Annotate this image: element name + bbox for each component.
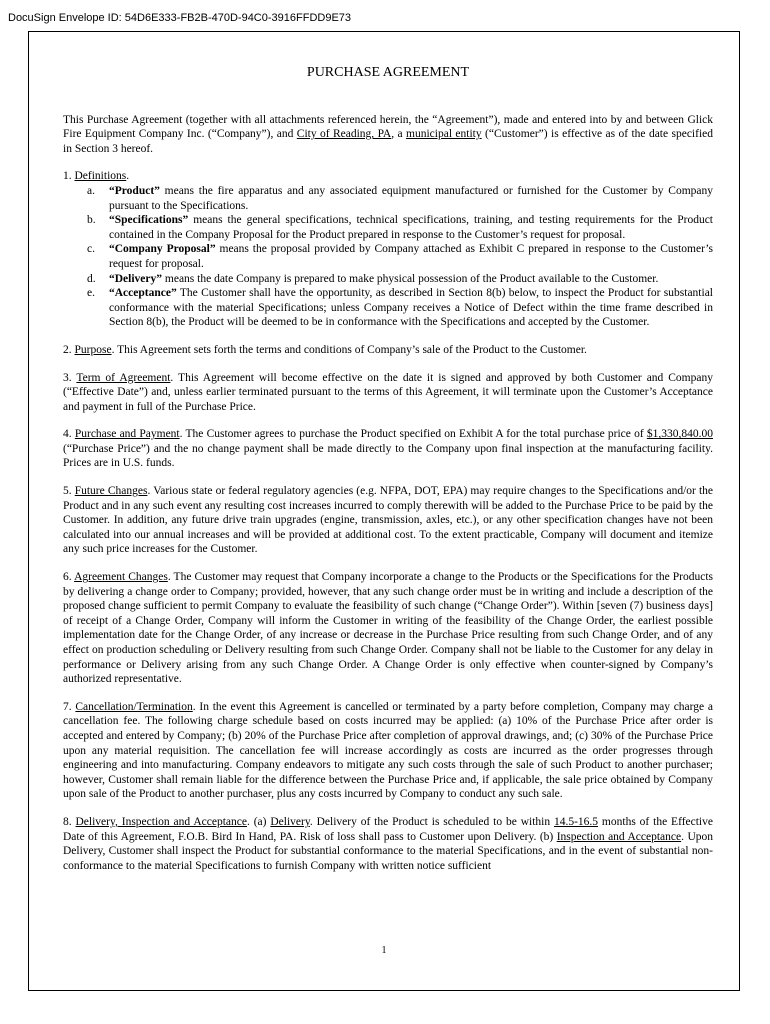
customer-name: City of Reading, PA	[296, 128, 392, 141]
section-number: 8.	[63, 815, 76, 828]
section-number: 3.	[63, 371, 77, 384]
section-text: . Various state or federal regulatory agencies (e.g. NFPA, DOT, EPA) may require changes to the Specifications and/or the Product and in any such event any resulting cost increases incurred to comply therewith will be added to the Purchase Price to be paid by the Customer. In addition, any future drive train upgrades (engine, transmission, axles, etc.), or any other specification changes have not been calculated into our annual increases and will be provided at additional cost. To the extent practicable, Company will document and itemize any such price increases for the Customer.	[63, 485, 713, 556]
definition-text: means the general specifications, technical specifications, training, and testing requirements for the Product contained in the Company Proposal for the Product prepared in response to the Customer’s request for proposal.	[109, 214, 713, 241]
definition-term: “Specifications”	[109, 214, 189, 227]
section-cancellation-termination	[63, 700, 713, 802]
section-purpose	[63, 343, 713, 358]
intro-text: , a	[391, 128, 407, 141]
section-heading: Cancellation/Termination	[75, 700, 193, 713]
document-title: PURCHASE AGREEMENT	[306, 65, 470, 80]
section-heading: Purchase and Payment	[74, 428, 180, 441]
page-number: 1	[381, 945, 387, 956]
section-agreement-changes	[63, 570, 713, 687]
section-heading: Agreement Changes	[74, 571, 168, 584]
section-text: (“Purchase Price”) and the no change payment shall be made directly to the Company upon final inspection at the manufacturing facility. Prices are in U.S. funds.	[63, 442, 713, 470]
intro-text: (“Customer”) is effective as of the date specified in Section 3 hereof.	[63, 128, 714, 155]
section-text: months of the Effective Date of this Agreement, F.O.B. Bird In Hand, PA. Risk of loss shall pass to Customer upon Delivery. (b)	[63, 815, 713, 843]
definition-term: “Company Proposal”	[109, 243, 216, 256]
intro-text: This Purchase Agreement (together with all attachments referenced herein, the “Agreement”), made and entered into by and between Glick Fire Equipment Company Inc. (“Company”), and	[63, 113, 713, 141]
definition-letter: b.	[87, 214, 96, 227]
section-heading: Purpose	[74, 343, 112, 356]
purchase-price: $1,330,840.00	[646, 428, 713, 441]
definition-item	[63, 242, 713, 271]
section-text: . Delivery of the Product is scheduled to be within	[309, 815, 554, 828]
section-number: 7.	[63, 700, 76, 713]
section-heading: Future Changes	[74, 485, 148, 498]
section-number: 1.	[63, 170, 75, 183]
definition-item	[63, 184, 713, 213]
section-number: 4.	[63, 428, 75, 441]
section-definitions-heading	[63, 169, 713, 184]
section-term-of-agreement	[63, 371, 713, 415]
definition-item	[63, 272, 713, 287]
section-text: . Upon Delivery, Customer shall inspect the Product for substantial conformance to the material Specifications, and in the event of substantial non-conformance to the material Specifications to furnish Company with written notice sufficient	[63, 830, 714, 872]
section-number: 5.	[63, 485, 75, 498]
document-page	[28, 31, 740, 991]
subsection-heading: Delivery	[270, 815, 310, 828]
definition-letter: a.	[87, 184, 95, 197]
subsection-heading: Inspection and Acceptance	[556, 830, 682, 843]
section-purchase-and-payment	[63, 427, 713, 471]
definition-item	[63, 286, 713, 330]
definition-text: means the proposal provided by Company attached as Exhibit C prepared in response to the Customer’s request for proposal.	[109, 243, 714, 270]
section-text: . In the event this Agreement is cancelled or terminated by a party before completion, Company may charge a cancellation fee. The following charge schedule based on costs incurred may be applied: (a) 10% of the Purchase Price after order is accepted and entered by Company; (b) 20% of the Purchase Price after completion of approval drawings, and; (c) 30% of the Purchase Price upon any material requisition. The cancellation fee will increase accordingly as costs are incurred as the order progresses through engineering and into manufacturing. Company endeavors to mitigate any such costs through the sale of such Product to another purchaser; however, Customer shall remain liable for the difference between the Purchase Price and, if applicable, the sale price obtained by Company upon sale of the Product to another purchaser, plus any costs incurred by Company to conduct any such sale.	[63, 700, 713, 801]
section-number: 2.	[63, 343, 75, 356]
definition-text: means the date Company is prepared to make physical possession of the Product available to the Customer.	[162, 272, 659, 285]
section-text: . (a)	[246, 815, 271, 828]
docusign-envelope-id: DocuSign Envelope ID: 54D6E333-FB2B-470D-94C0-3916FFDD9E73	[8, 12, 352, 24]
definition-text: means the fire apparatus and any associated equipment manufactured or furnished for the Customer by Company pursuant to the Specifications.	[109, 184, 713, 212]
section-heading: Delivery, Inspection and Acceptance	[75, 815, 247, 828]
intro-paragraph	[63, 113, 713, 157]
definition-term: “Product”	[109, 184, 160, 197]
definition-letter: c.	[87, 243, 95, 256]
section-number: 6.	[63, 571, 75, 584]
section-future-changes	[63, 484, 713, 557]
document-body	[63, 66, 713, 886]
section-text: . The Customer may request that Company incorporate a change to the Products or the Specifications for the Products by delivering a change order to Company; provided, however, that any such change order must be in writing and include a description of the proposed change sufficient to permit Company to evaluate the feasibility of such change (“Change Order”). Within [seven (7) business days] of receipt of a Change Order, Company will inform the Customer in writing of the feasibility of the Change Order, the earliest possible implementation date for the Change Order, of any increase or decrease in the Purchase Price resulting from such Change Order, and of any effect on production scheduling or Delivery resulting from such Change Order. Company shall not be liable to the Customer for any delay in performance or Delivery arising from any such Change Order. A Change Order is only effective when counter-signed by Company’s authorized representative.	[63, 571, 713, 686]
delivery-months: 14.5-16.5	[553, 815, 599, 828]
definition-letter: d.	[87, 272, 96, 285]
section-delivery-inspection-acceptance	[63, 815, 713, 873]
section-heading: Definitions	[74, 170, 127, 183]
definition-item	[63, 213, 713, 242]
definition-text: The Customer shall have the opportunity, as described in Section 8(b) below, to inspect the Product for substantial conformance with the material Specifications; unless Company receives a Notice of Defect within the time frame described in Section 8(b), the Product will be deemed to be in conformance with the Specifications and accepted by the Customer.	[109, 287, 713, 329]
entity-type: municipal entity	[406, 128, 482, 141]
section-text: . This Agreement will become effective on the date it is signed and approved by both Customer and Company (“Effective Date”) and, unless earlier terminated pursuant to the terms of this Agreement, it will terminate upon the Customer’s Acceptance and payment in full of the Purchase Price.	[63, 371, 713, 413]
definitions-list	[63, 184, 713, 330]
definition-letter: e.	[87, 287, 95, 300]
section-heading: Term of Agreement	[76, 371, 171, 384]
definition-term: “Acceptance”	[109, 287, 177, 300]
section-text: . This Agreement sets forth the terms and conditions of Company’s sale of the Product to the Customer.	[111, 343, 587, 356]
definition-term: “Delivery”	[109, 272, 163, 285]
section-heading-suffix: .	[126, 170, 130, 183]
section-text: . The Customer agrees to purchase the Product specified on Exhibit A for the total purchase price of	[179, 428, 647, 441]
